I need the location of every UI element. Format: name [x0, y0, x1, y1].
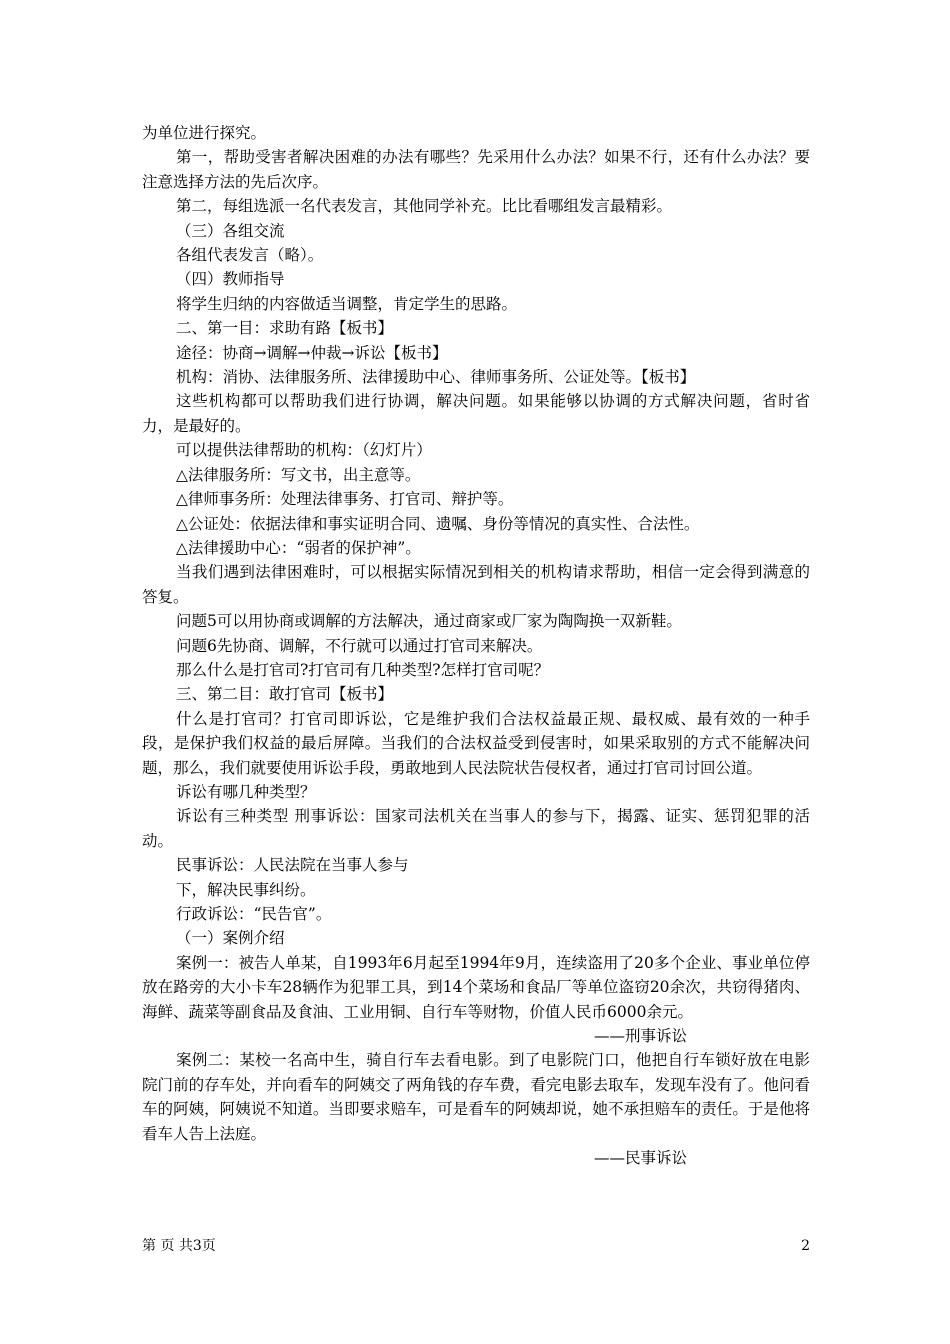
page-number: 2 [801, 1238, 810, 1254]
paragraph: 案例一：被告人单某，自1993年6月起至1994年9月，连续盗用了20多个企业、事业单位停放在路旁的大小卡车28辆作为犯罪工具，到14个菜场和食品厂等单位盗窃20余次，共窃得猪肉、海鲜、蔬菜等副食品及食油、工业用铜、自行车等财物，价值人民币6000余元。 [142, 953, 810, 1021]
page-count-label: 第 页 共3页 [142, 1238, 216, 1254]
paragraph: 将学生归纳的内容做适当调整，肯定学生的思路。 [176, 294, 518, 313]
paragraph: 第二，每组选派一名代表发言，其他同学补充。比比看哪组发言最精彩。 [176, 197, 673, 216]
paragraph: 诉讼有哪几种类型？ [176, 782, 316, 801]
paragraph: 问题5可以用协商或调解的方法解决，通过商家或厂家为陶陶换一双新鞋。 [176, 612, 682, 631]
paragraph: （一）案例介绍 [176, 929, 285, 948]
paragraph: 行政诉讼：“民告官”。 [176, 905, 332, 923]
document-body [142, 121, 810, 1170]
paragraph: △法律服务所：写文书，出主意等。 [176, 465, 421, 484]
case-category-label: ——刑事诉讼 [594, 1027, 688, 1046]
paragraph: （四）教师指导 [176, 270, 285, 289]
paragraph: 诉讼有三种类型 刑事诉讼：国家司法机关在当事人的参与下，揭露、证实、惩罚犯罪的活动。 [142, 807, 810, 850]
paragraph: △律师事务所：处理法律事务、打官司、辩护等。 [176, 490, 514, 509]
paragraph: 这些机构都可以帮助我们进行协调，解决问题。如果能够以协调的方式解决问题，省时省力，是最好的。 [142, 392, 810, 435]
paragraph: 那么什么是打官司?打官司有几种类型?怎样打官司呢？ [176, 660, 550, 679]
paragraph: 各组代表发言（略）。 [176, 246, 324, 265]
paragraph: 机构：消协、法律服务所、法律援助中心、律师事务所、公证处等。【板书】 [176, 368, 696, 387]
paragraph: 三、第二目：敢打官司【板书】 [176, 685, 394, 704]
paragraph: 案例二：某校一名高中生，骑自行车去看电影。到了电影院门口，他把自行车锁好放在电影院门前的存车处，并向看车的阿姨交了两角钱的存车费，看完电影去取车，发现车没有了。他问看车的阿姨，阿姨说不知道。当即要求赔车，可是看车的阿姨却说，她不承担赔车的责任。于是他将看车人告上法庭。 [142, 1051, 810, 1143]
paragraph: 问题6先协商、调解，不行就可以通过打官司来解决。 [176, 636, 543, 655]
paragraph: 当我们遇到法律困难时，可以根据实际情况到相关的机构请求帮助，相信一定会得到满意的答复。 [142, 563, 810, 606]
paragraph: △法律援助中心：“弱者的保护神”。 [176, 538, 421, 557]
case-category-label: ——民事诉讼 [594, 1149, 688, 1168]
paragraph: 途径：协商→调解→仲裁→诉讼【板书】 [176, 343, 448, 362]
paragraph: 可以提供法律帮助的机构：（幻灯片） [176, 441, 432, 460]
paragraph: 什么是打官司？打官司即诉讼，它是维护我们合法权益最正规、最权威、最有效的一种手段，是保护我们权益的最后屏障。当我们的合法权益受到侵害时，如果采取别的方式不能解决问题，那么，我们就要使用诉讼手段，勇敢地到人民法院状告侵权者，通过打官司讨回公道。 [142, 709, 810, 777]
paragraph: △公证处：依据法律和事实证明合同、遗嘱、身份等情况的真实性、合法性。 [176, 514, 700, 533]
paragraph: （三）各组交流 [176, 221, 285, 240]
paragraph: 第一，帮助受害者解决困难的办法有哪些？先采用什么办法？如果不行，还有什么办法？要注意选择方法的先后次序。 [142, 148, 810, 191]
paragraph: 二、第一目：求助有路【板书】 [176, 319, 394, 338]
paragraph: 民事诉讼：人民法院在当事人参与 [176, 856, 409, 875]
paragraph: 下，解决民事纠纷。 [176, 880, 316, 899]
paragraph: 为单位进行探究。 [142, 124, 267, 142]
